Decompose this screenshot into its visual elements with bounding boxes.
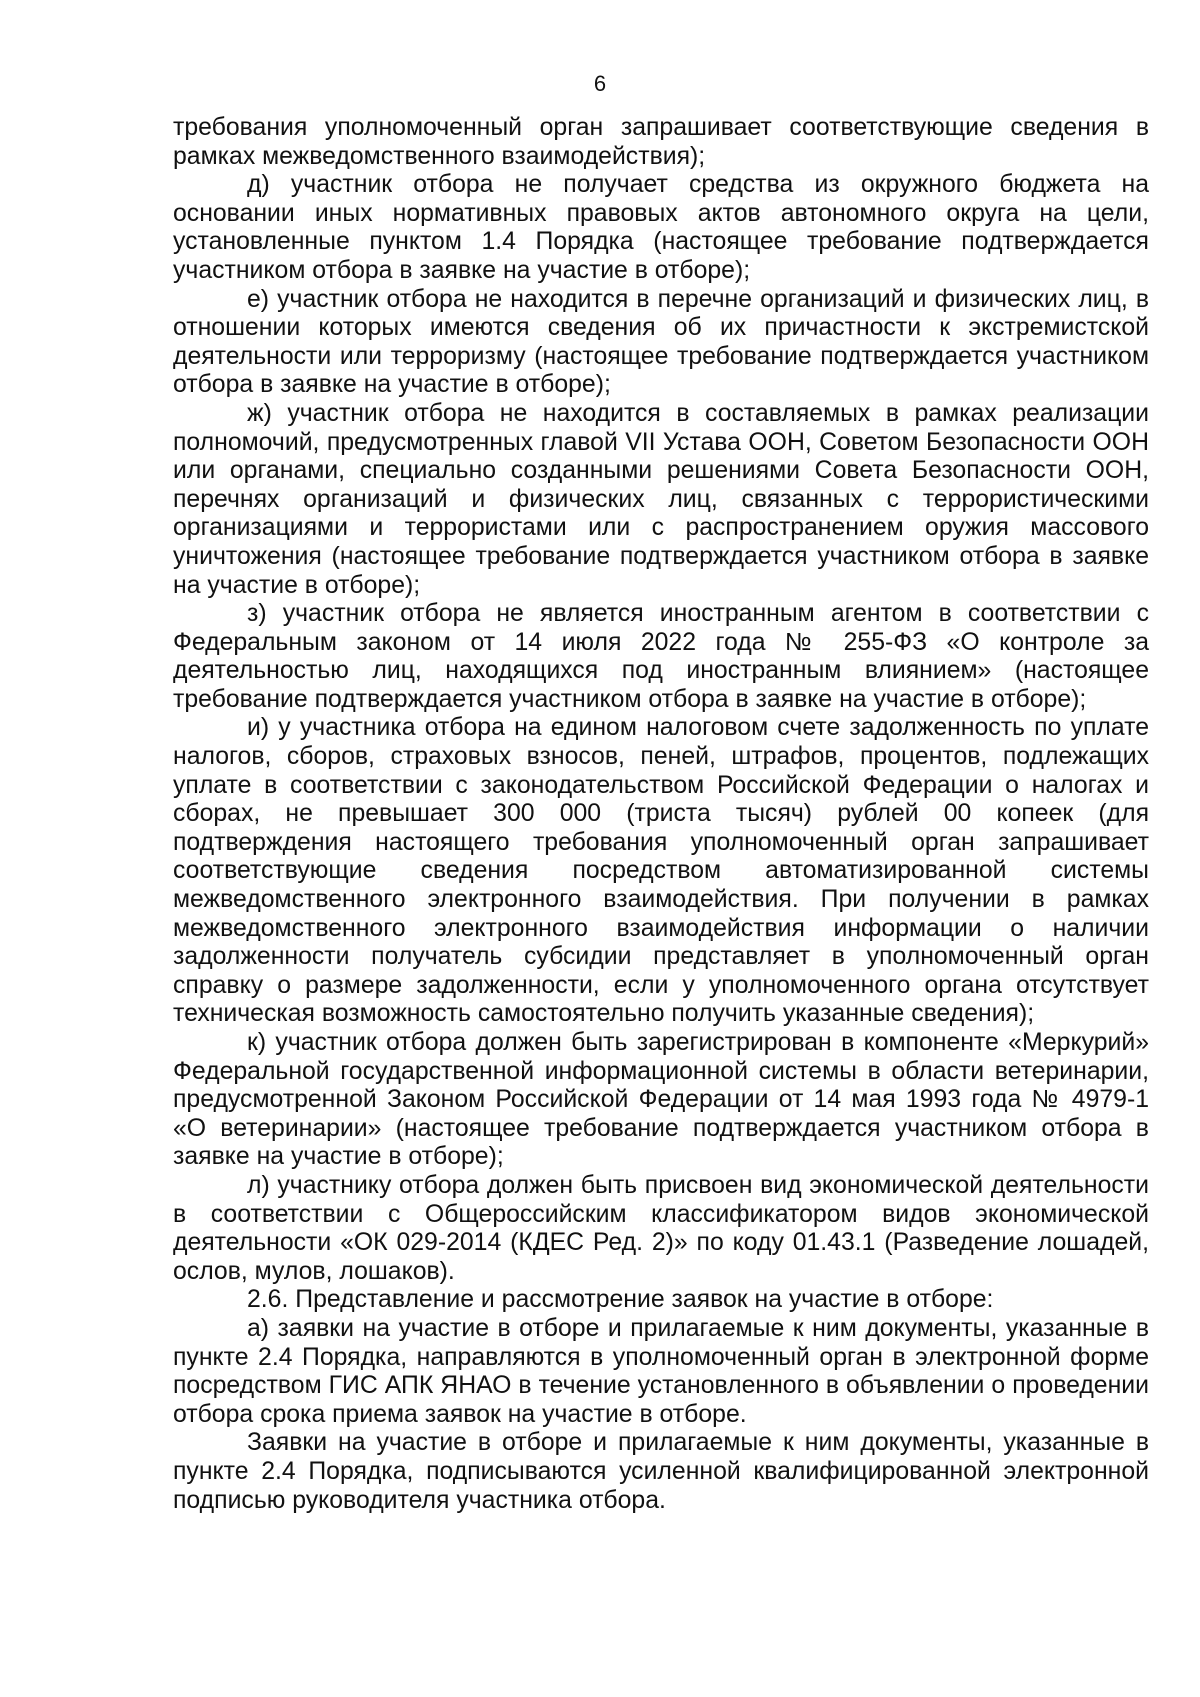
page-number: 6: [593, 71, 607, 96]
paragraph-item-zh: ж) участник отбора не находится в составляемых в рамках реализации полномочий, предусмотренных главой VII Устава ООН, Советом Безопасности ООН или органами, специально созданными решениями Совета Безопасности ООН, перечнях организаций и физических лиц, связанных с террористическими организациями и террористами или с распространением оружия массового уничтожения (настоящее требование подтверждается участником отбора в заявке на участие в отборе);: [173, 399, 1149, 599]
paragraph-item-d: д) участник отбора не получает средства из окружного бюджета на основании иных нормативных правовых актов автономного округа на цели, установленные пунктом 1.4 Порядка (настоящее требование подтверждается участником отбора в заявке на участие в отборе);: [173, 171, 1149, 284]
paragraph-continued: требования уполномоченный орган запрашивает соответствующие сведения в рамках межведомственного взаимодействия);: [173, 114, 1149, 170]
paragraph-item-z: з) участник отбора не является иностранным агентом в соответствии с Федеральным законом от 14 июля 2022 года № 255-ФЗ «О контроле за деятельностью лиц, находящихся под иностранным влиянием» (настоящее требование подтверждается участником отбора в заявке на участие в отборе);: [173, 600, 1149, 713]
paragraph-item-e: е) участник отбора не находится в перечне организаций и физических лиц, в отношении которых имеются сведения об их причастности к экстремистской деятельности или терроризму (настоящее требование подтверждается участником отбора в заявке на участие в отборе);: [173, 285, 1149, 399]
paragraph-item-l: л) участнику отбора должен быть присвоен вид экономической деятельности в соответствии с Общероссийским классификатором видов экономической деятельности «ОК 029-2014 (КДЕС Ред. 2)» по коду 01.43.1 (Разведение лошадей, ослов, мулов, лошаков).: [173, 1171, 1149, 1285]
paragraph-item-k: к) участник отбора должен быть зарегистрирован в компоненте «Меркурий» Федеральной государственной информационной системы в области ветеринарии, предусмотренной Законом Российской Федерации от 14 мая 1993 года № 4979-1 «О ветеринарии» (настоящее требование подтверждается участником отбора в заявке на участие в отборе);: [173, 1029, 1149, 1171]
section-heading-2-6: 2.6. Представление и рассмотрение заявок на участие в отборе:: [247, 1286, 994, 1314]
paragraph-item-i: и) у участника отбора на едином налоговом счете задолженность по уплате налогов, сборов, страховых взносов, пеней, штрафов, процентов, подлежащих уплате в соответствии с законодательством Российской Федерации о налогах и сборах, не превышает 300 000 (триста тысяч) рублей 00 копеек (для подтверждения настоящего требования уполномоченный орган запрашивает соответствующие сведения посредством автоматизированной системы межведомственного электронного взаимодействия. При получении в рамках межведомственного электронного взаимодействия информации о наличии задолженности получатель субсидии представляет в уполномоченный орган справку о размере задолженности, если у уполномоченного органа отсутствует техническая возможность самостоятельно получить указанные сведения);: [173, 714, 1149, 1028]
document-body: [173, 114, 1149, 1515]
paragraph-item-a: а) заявки на участие в отборе и прилагаемые к ним документы, указанные в пункте 2.4 Порядка, направляются в уполномоченный орган в электронной форме посредством ГИС АПК ЯНАО в течение установленного в объявлении о проведении отбора срока приема заявок на участие в отборе.: [173, 1314, 1149, 1428]
paragraph-signature-requirement: Заявки на участие в отборе и прилагаемые к ним документы, указанные в пункте 2.4 Порядка, подписываются усиленной квалифицированной электронной подписью руководителя участника отбора.: [173, 1429, 1149, 1514]
